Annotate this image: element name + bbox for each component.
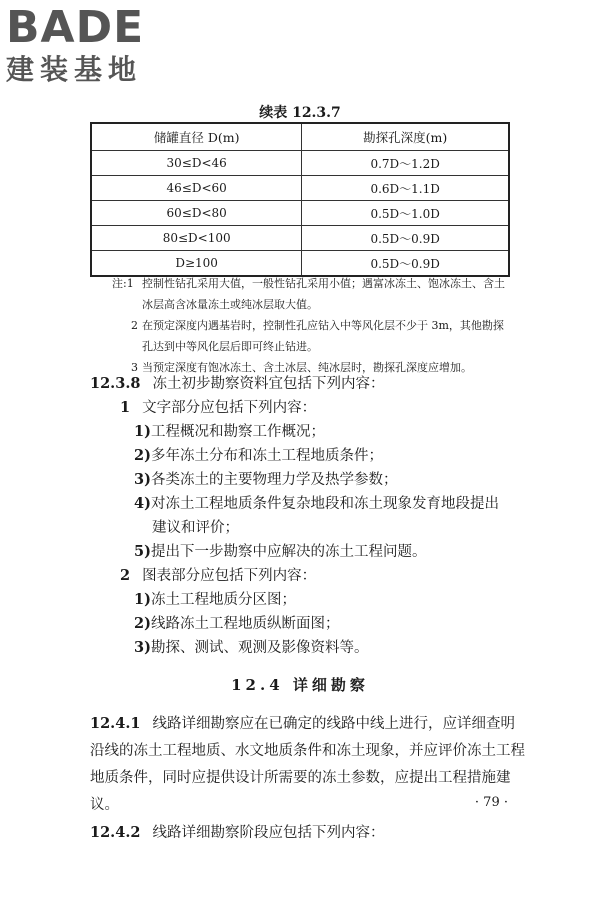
sub-item bbox=[90, 612, 530, 636]
publisher-logo bbox=[6, 4, 176, 96]
clause-12-4-2 bbox=[90, 819, 530, 847]
cell-diameter: D≥100 bbox=[91, 251, 302, 277]
clause-12-4-1 bbox=[90, 710, 530, 819]
table-row bbox=[91, 226, 509, 251]
cell-diameter: 60≤D<80 bbox=[91, 201, 302, 226]
logo-subtitle: 建装基地 bbox=[6, 53, 143, 86]
note-line: 控制性钻孔采用大值，一般性钻孔采用小值；遇富冰冻土、饱冰冻土、含土 bbox=[142, 277, 505, 290]
clause-number: 12.3.8 bbox=[90, 375, 141, 392]
sub-item-text: 建议和评价； bbox=[152, 520, 239, 536]
note-item bbox=[112, 273, 532, 315]
sub-item-text: 各类冻土的主要物理力学及热学参数； bbox=[150, 472, 398, 488]
table-row bbox=[91, 151, 509, 176]
cell-depth: 0.5D～0.9D bbox=[302, 251, 509, 277]
cell-depth: 0.6D～1.1D bbox=[302, 176, 509, 201]
logo-wordmark: BADE bbox=[6, 2, 145, 53]
depth-table bbox=[90, 122, 510, 277]
note-line: 冰层高含冰量冻土或纯冰层取大值。 bbox=[142, 298, 318, 311]
sub-item-text: 提出下一步勘察中应解决的冻土工程问题。 bbox=[150, 544, 427, 560]
cell-depth: 0.5D～1.0D bbox=[302, 201, 509, 226]
item-text: 图表部分应包括下列内容： bbox=[142, 568, 317, 584]
sub-item bbox=[90, 588, 530, 612]
sub-item-text: 线路冻土工程地质纵断面图； bbox=[150, 616, 340, 632]
table-row bbox=[91, 201, 509, 226]
table-notes bbox=[112, 273, 532, 378]
clause-text: 线路详细勘察阶段应包括下列内容： bbox=[152, 825, 385, 841]
section-title: 12.4 详细勘察 bbox=[231, 676, 369, 694]
header-depth: 勘探孔深度(m) bbox=[302, 123, 509, 151]
sub-item-number: 1) bbox=[134, 591, 151, 608]
sub-item-number: 2) bbox=[134, 447, 151, 464]
sub-item bbox=[90, 492, 530, 516]
cell-depth: 0.5D～0.9D bbox=[302, 226, 509, 251]
sub-item-number: 1) bbox=[134, 423, 151, 440]
clause-line: 地质条件，同时应提供设计所需要的冻土参数，应提出工程措施建议。 bbox=[90, 770, 511, 813]
sub-item-number: 3) bbox=[134, 471, 151, 488]
clause-text: 冻土初步勘察资料宜包括下列内容： bbox=[152, 376, 385, 392]
sub-item-text: 多年冻土分布和冻土工程地质条件； bbox=[150, 448, 383, 464]
sub-item bbox=[90, 636, 530, 660]
note-line: 在预定深度内遇基岩时，控制性孔应钻入中等风化层不少于 3m，其他勘探 bbox=[142, 319, 504, 332]
sub-item-text: 工程概况和勘察工作概况； bbox=[150, 424, 325, 440]
item-number: 2 bbox=[120, 567, 131, 584]
sub-item-number: 5) bbox=[134, 543, 151, 560]
cell-depth: 0.7D～1.2D bbox=[302, 151, 509, 176]
sub-item-continuation bbox=[90, 516, 530, 540]
sub-item-number: 2) bbox=[134, 615, 151, 632]
clause-number: 12.4.1 bbox=[90, 715, 141, 732]
sub-item-number: 4) bbox=[134, 495, 151, 512]
clause-line: 沿线的冻土工程地质、水文地质条件和冻土现象，并应评价冻土工程 bbox=[90, 743, 525, 759]
sub-item-text: 冻土工程地质分区图； bbox=[150, 592, 296, 608]
item-text: 文字部分应包括下列内容： bbox=[142, 400, 317, 416]
note-item bbox=[112, 315, 532, 357]
main-text bbox=[90, 372, 530, 847]
sub-item bbox=[90, 468, 530, 492]
sub-item-text: 勘探、测试、观测及影像资料等。 bbox=[150, 640, 369, 656]
item-1 bbox=[90, 396, 530, 420]
note-number: 3 bbox=[131, 361, 138, 374]
table-title: 续表 12.3.7 bbox=[259, 105, 341, 121]
cell-diameter: 46≤D<60 bbox=[91, 176, 302, 201]
item-number: 1 bbox=[120, 399, 131, 416]
clause-12-3-8 bbox=[90, 372, 530, 396]
table-row bbox=[91, 176, 509, 201]
page-number: · 79 · bbox=[474, 795, 508, 810]
note-number: 2 bbox=[131, 319, 138, 332]
note-line: 当预定深度有饱冰冻土、含土冰层、纯冰层时，勘探孔深度应增加。 bbox=[142, 361, 472, 374]
sub-item-text: 对冻土工程地质条件复杂地段和冻土现象发育地段提出 bbox=[150, 496, 499, 512]
cell-diameter: 30≤D<46 bbox=[91, 151, 302, 176]
item-2 bbox=[90, 564, 530, 588]
clause-number: 12.4.2 bbox=[90, 824, 141, 841]
table-header-row bbox=[91, 123, 509, 151]
note-number: 注:1 bbox=[112, 277, 134, 290]
sub-item bbox=[90, 540, 530, 564]
sub-item-number: 3) bbox=[134, 639, 151, 656]
header-diameter: 储罐直径 D(m) bbox=[91, 123, 302, 151]
sub-item bbox=[90, 420, 530, 444]
clause-line: 线路详细勘察应在已确定的线路中线上进行，应详细查明 bbox=[152, 716, 515, 732]
sub-item bbox=[90, 444, 530, 468]
cell-diameter: 80≤D<100 bbox=[91, 226, 302, 251]
note-line: 孔达到中等风化层后即可终止钻进。 bbox=[142, 340, 318, 353]
